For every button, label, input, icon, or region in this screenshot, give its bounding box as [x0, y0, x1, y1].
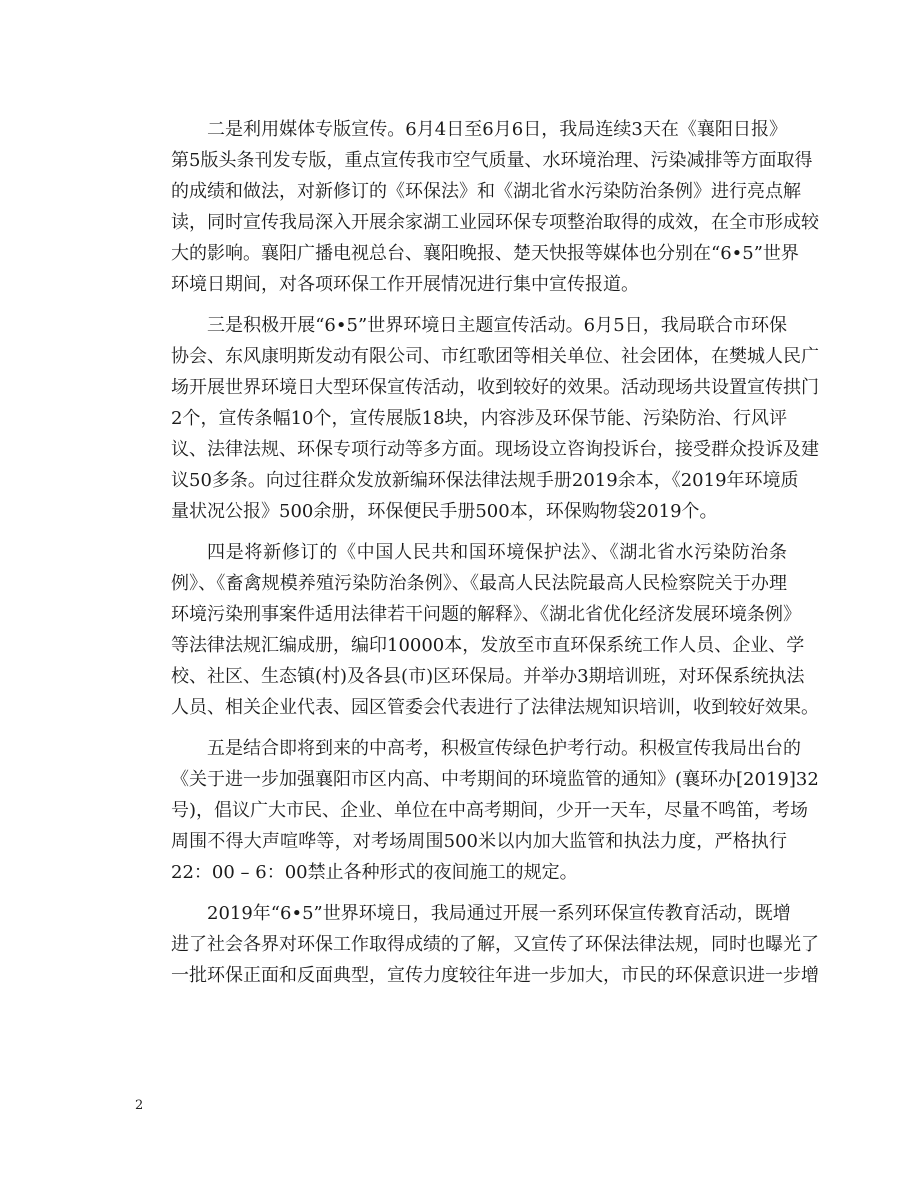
text-line: 大的影响。襄阳广播电视总台、襄阳晚报、楚天快报等媒体也分别在“6•5”世界 — [171, 243, 799, 264]
text-line: 议、法律法规、环保专项行动等多方面。现场设立咨询投诉台，接受群众投诉及建 — [171, 439, 819, 460]
text-line: 二是利用媒体专版宣传。6月4日至6月6日，我局连续3天在《襄阳日报》 — [207, 119, 787, 140]
text-line: 五是结合即将到来的中高考，积极宣传绿色护考行动。积极宣传我局出台的 — [207, 738, 801, 759]
text-line: 2个，宣传条幅10个，宣传展版18块，内容涉及环保节能、污染防治、行风评 — [171, 408, 787, 429]
text-line: 议50多条。向过往群众发放新编环保法律法规手册2019余本，《2019年环境质 — [171, 470, 799, 491]
text-line: 的成绩和做法，对新修订的《环保法》和《湖北省水污染防治条例》进行亮点解 — [171, 181, 801, 202]
text-line: 校、社区、生态镇(村)及各县(市)区环保局。并举办3期培训班，对环保系统执法 — [171, 666, 805, 687]
paragraph-media-publicity — [135, 114, 819, 300]
page-number: 2 — [135, 1098, 144, 1113]
text-line: 例》、《畜禽规模养殖污染防治条例》、《最高人民法院最高人民检察院关于办理 — [171, 573, 787, 594]
text-line: 环境污染刑事案件适用法律若干问题的解释》、《湖北省优化经济发展环境条例》 — [171, 604, 801, 625]
text-line: 第5版头条刊发专版，重点宣传我市空气质量、水环境治理、污染减排等方面取得 — [171, 150, 813, 171]
text-line: 22：00 – 6：00禁止各种形式的夜间施工的规定。 — [171, 862, 578, 883]
text-line: 三是积极开展“6•5”世界环境日主题宣传活动。6月5日，我局联合市环保 — [207, 315, 787, 336]
text-line: 读，同时宣传我局深入开展余家湖工业园环保专项整治取得的成效，在全市形成较 — [171, 212, 819, 233]
document-body — [135, 114, 819, 991]
text-line: 《关于进一步加强襄阳市区内高、中考期间的环境监管的通知》(襄环办[2019]32 — [171, 769, 819, 790]
text-line: 号)，倡议广大市民、企业、单位在中高考期间，少开一天车，尽量不鸣笛，考场 — [171, 800, 809, 821]
text-line: 一批环保正面和反面典型，宣传力度较往年进一步加大，市民的环保意识进一步增 — [171, 965, 819, 986]
paragraph-exam-protection — [135, 733, 819, 888]
paragraph-summary — [135, 898, 819, 991]
text-line: 进了社会各界对环保工作取得成绩的了解，又宣传了环保法律法规，同时也曝光了 — [171, 934, 819, 955]
paragraph-law-compilation — [135, 537, 819, 723]
text-line: 协会、东风康明斯发动有限公司、市红歌团等相关单位、社会团体，在樊城人民广 — [171, 346, 819, 367]
paragraph-environment-day-activity — [135, 310, 819, 527]
text-line: 四是将新修订的《中国人民共和国环境保护法》、《湖北省水污染防治条 — [207, 542, 787, 563]
text-line: 量状况公报》500余册，环保便民手册500本，环保购物袋2019个。 — [171, 501, 718, 522]
text-line: 等法律法规汇编成册，编印10000本，发放至市直环保系统工作人员、企业、学 — [171, 635, 805, 656]
text-line: 人员、相关企业代表、园区管委会代表进行了法律法规知识培训，收到较好效果。 — [171, 697, 819, 718]
text-line: 周围不得大声喧哗等，对考场周围500米以内加大监管和执法力度，严格执行 — [171, 831, 787, 852]
text-line: 场开展世界环境日大型环保宣传活动，收到较好的效果。活动现场共设置宣传拱门 — [171, 377, 819, 398]
text-line: 环境日期间，对各项环保工作开展情况进行集中宣传报道。 — [171, 274, 639, 295]
text-line: 2019年“6•5”世界环境日，我局通过开展一系列环保宣传教育活动，既增 — [207, 903, 791, 924]
